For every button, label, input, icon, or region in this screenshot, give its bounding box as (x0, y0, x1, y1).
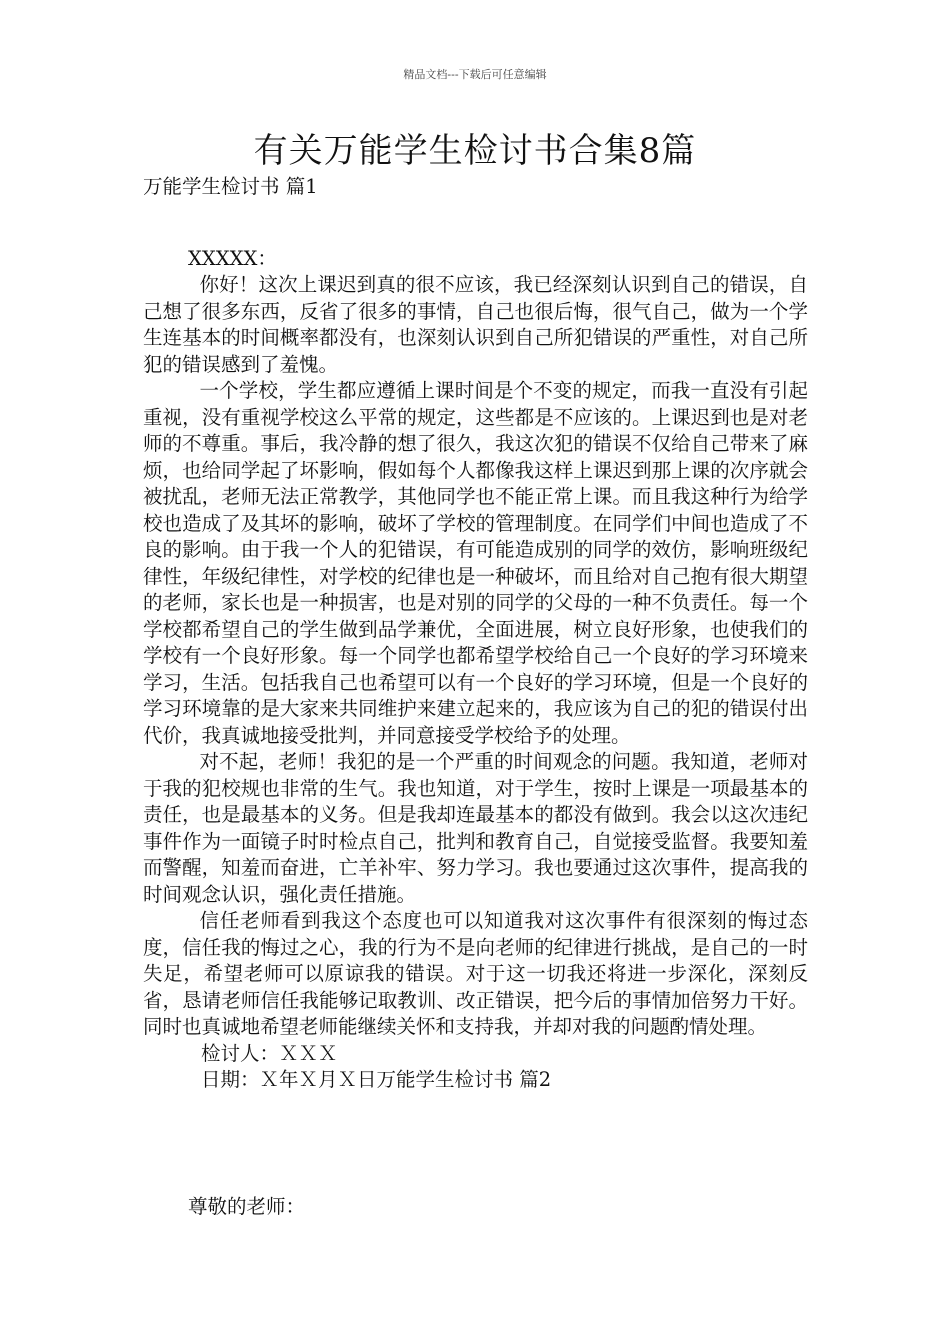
paragraph-1: 你好！这次上课迟到真的很不应该，我已经深刻认识到自己的错误，自己想了很多东西，反省了很多的事情，自己也很后悔，很气自己，做为一个学生连基本的时间概率都没有，也深刻认识到自己所犯错误的严重性，对自己所犯的错误感到了羞愧。 (143, 273, 808, 376)
letter-body (143, 272, 808, 1094)
page-header: 精品文档---下载后可任意编辑 (403, 68, 547, 81)
section-heading: 万能学生检讨书 篇1 (143, 175, 318, 198)
date-line: 日期：Ｘ年Ｘ月Ｘ日万能学生检讨书 篇2 (201, 1068, 552, 1091)
paragraph-2: 一个学校，学生都应遵循上课时间是个不变的规定，而我一直没有引起重视，没有重视学校这么平常的规定，这些都是不应该的。上课迟到也是对老师的不尊重。事后，我冷静的想了很久，我这次犯的错误不仅给自己带来了麻烦，也给同学起了坏影响，假如每个人都像我这样上课迟到那上课的次序就会被扰乱，老师无法正常教学，其他同学也不能正常上课。而且我这种行为给学校也造成了及其坏的影响，破坏了学校的管理制度。在同学们中间也造成了不良的影响。由于我一个人的犯错误，有可能造成别的同学的效仿，影响班级纪律性，年级纪律性，对学校的纪律也是一种破坏，而且给对自己抱有很大期望的老师，家长也是一种损害，也是对别的同学的父母的一种不负责任。每一个学校都希望自己的学生做到品学兼优，全面进展，树立良好形象，也使我们的学校有一个良好形象。每一个同学也都希望学校给自己一个良好的学习环境来学习，生活。包括我自己也希望可以有一个良好的学习环境，但是一个良好的学习环境靠的是大家来共同维护来建立起来的，我应该为自己的犯的错误付出代价，我真诚地接受批判，并同意接受学校给予的处理。 (143, 379, 808, 747)
paragraph-3: 对不起，老师！我犯的是一个严重的时间观念的问题。我知道，老师对于我的犯校规也非常的生气。我也知道，对于学生，按时上课是一项最基本的责任，也是最基本的义务。但是我却连最基本的都没有做到。我会以这次违纪事件作为一面镜子时时检点自己，批判和教育自己，自觉接受监督。我要知羞而警醒，知羞而奋进，亡羊补牢、努力学习。我也要通过这次事件，提高我的时间观念认识，强化责任措施。 (143, 750, 808, 906)
salutation-2: 尊敬的老师： (188, 1195, 306, 1218)
document-title: 有关万能学生检讨书合集8篇 (253, 131, 697, 171)
signature-line: 检讨人：ＸＸＸ (201, 1041, 338, 1065)
paragraph-4: 信任老师看到我这个态度也可以知道我对这次事件有很深刻的悔过态度，信任我的悔过之心，我的行为不是向老师的纪律进行挑战，是自己的一时失足，希望老师可以原谅我的错误。对于这一切我还将进一步深化，深刻反省，恳请老师信任我能够记取教训、改正错误，把今后的事情加倍努力干好。同时也真诚地希望老师能继续关怀和支持我，并却对我的问题酌情处理。 (143, 909, 808, 1038)
salutation: XXXXX： (188, 247, 277, 270)
